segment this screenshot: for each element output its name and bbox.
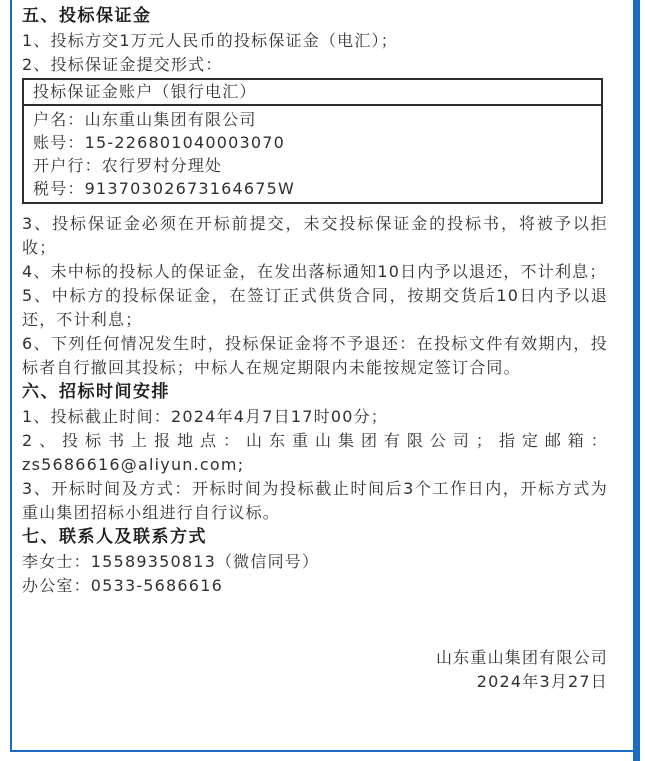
s6-item1-deadline: 1、投标截止时间：2024年4月7日17时00分； (22, 407, 388, 426)
s5-item3-submit-before-opening: 3、投标保证金必须在开标前提交，未交投标保证金的投标书，将被予以拒收； (22, 214, 608, 257)
section6-heading: 六、招标时间安排 (22, 382, 170, 402)
account-holder-row: 户名：山东重山集团有限公司 (33, 110, 257, 129)
s5-item2-submission-form: 2、投标保证金提交形式： (22, 55, 223, 74)
bank-branch-row: 开户行：农行罗村分理处 (33, 156, 223, 175)
section7-heading: 七、联系人及联系方式 (22, 527, 207, 547)
account-table-header: 投标保证金账户（银行电汇） (24, 80, 601, 106)
signature-date: 2024年3月27日 (476, 672, 608, 691)
signature-company: 山东重山集团有限公司 (435, 648, 608, 667)
s5-item1-deposit-amount: 1、投标方交1万元人民币的投标保证金（电汇）； (22, 31, 398, 50)
account-number-row: 账号：15-226801040003070 (33, 133, 286, 152)
s6-item2-submission-address-email: 2、投标书上报地点：山东重山集团有限公司；指定邮箱：zs5686616@aliyun.com; (22, 431, 608, 474)
s6-item3-opening-time-method: 3、开标时间及方式：开标时间为投标截止时间后3个工作日内，开标方式为重山集团招标小组进行自行议标。 (22, 479, 608, 522)
contact-phone-line: 李女士：15589350813（微信同号） (22, 552, 320, 571)
right-border-bar (633, 0, 640, 761)
s5-item4-refund-unsuccessful: 4、未中标的投标人的保证金，在发出落标通知10日内予以退还，不计利息； (22, 262, 607, 281)
document-content (22, 4, 608, 694)
s5-item6-forfeit-conditions: 6、下列任何情况发生时，投标保证金将不予退还：在投标文件有效期内，投标者自行撤回其投标；中标人在规定期限内未能按规定签订合同。 (22, 334, 608, 377)
tax-id-row: 税号：91370302673164675W (33, 179, 296, 198)
section5-heading: 五、投标保证金 (22, 6, 152, 26)
s5-item5-refund-winner: 5、中标方的投标保证金，在签订正式供货合同，按期交货后10日内予以退还，不计利息； (22, 286, 608, 329)
bottom-border-line (10, 750, 634, 752)
office-phone-line: 办公室：0533-5686616 (22, 576, 223, 595)
deposit-account-table (22, 78, 603, 204)
account-table-body (24, 106, 601, 202)
signature-block (22, 646, 608, 694)
left-border-line (10, 0, 12, 752)
